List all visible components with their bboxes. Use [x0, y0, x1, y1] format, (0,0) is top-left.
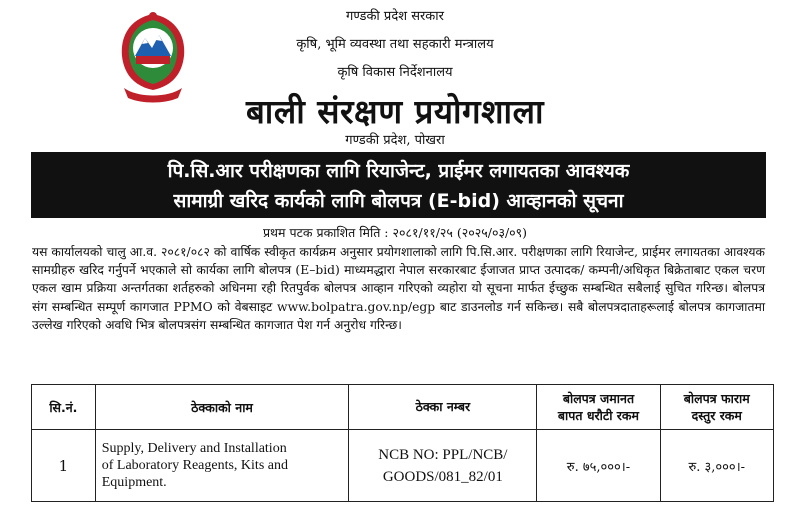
header-location: गण्डकी प्रदेश, पोखरा — [345, 133, 445, 148]
header-line-1: गण्डकी प्रदेश सरकार — [346, 9, 444, 24]
row-contract-no — [349, 430, 537, 502]
notice-title-line-1: पि.सि.आर परीक्षणका लागि रियाजेन्ट, प्राईमर लगायतका आवश्यक — [167, 160, 630, 182]
header-form-fee-line-1: बोलपत्र फाराम — [683, 391, 750, 406]
row-contract-no-line-1: NCB NO: PPL/NCB/ — [378, 446, 508, 463]
header-form-fee — [660, 385, 774, 430]
row-contract-name-line-3: Equipment. — [101, 475, 167, 490]
header-form-fee-line-2: दस्तुर रकम — [691, 408, 742, 423]
header-line-2: कृषि, भूमि व्यवस्था तथा सहकारी मन्त्रालय — [296, 37, 494, 52]
header-contract-no: ठेक्का नम्बर — [349, 385, 537, 430]
row-contract-no-line-2: GOODS/081_82/01 — [382, 468, 503, 485]
row-form-fee: रु. ३,०००।- — [660, 430, 774, 502]
header-bid-security — [537, 385, 660, 430]
row-contract-name-line-1: Supply, Delivery and Installation — [101, 441, 287, 456]
header-bid-security-line-1: बोलपत्र जमानत — [562, 391, 635, 406]
row-contract-name-line-2: of Laboratory Reagents, Kits and — [101, 458, 288, 473]
header-line-3: कृषि विकास निर्देशनालय — [337, 65, 453, 80]
header-bid-security-line-2: बापत धरौटी रकम — [557, 408, 639, 423]
publish-date: प्रथम पटक प्रकाशित मिति : २०८१/११/२५ (२०२५/०३/०९) — [262, 225, 528, 240]
notice-title-banner — [31, 152, 766, 218]
header-contract-name: ठेक्काको नाम — [95, 385, 349, 430]
notice-body: यस कार्यालयको चालु आ.व. २०८१/०८२ को वार्षिक स्वीकृत कार्यक्रम अनुसार प्रयोगशालाको लागि पि.सि.आर. परीक्षणका लागि रियाजेन्ट, प्राईमर लगायतका आवश्यक सामग्रीहरु खरिद गर्नुपर्ने भएकाले सो कार्यका लागि बोलपत्र (E–bid) माध्यमद्धारा नेपाल सरकारबाट ईजाजत प्राप्त उत्पादक/ कम्पनी/अधिकृत बिक्रेताबाट एकल चरण एकल खाम प्रक्रिया अन्तर्गतका शर्तहरुको अधिनमा रही रितपुर्वक बोलपत्र आव्हान गरिएको व्यहोरा यो सूचना मार्फत ईच्छुक सम्बन्धित सबैलाई सुचित गरिन्छ। बोलपत्र संग सम्बन्धित सम्पूर्ण कागजात PPMO को वेबसाइट www.bolpatra.gov.np/egp बाट डाउनलोड गर्न सकिन्छ। सबै बोलपत्रदाताहरूलाई बोलपत्र कागजातमा उल्लेख गरिएको अवधि भित्र बोलपत्रसंग सम्बन्धित कागजात पेश गर्न अनुरोध गरिन्छ। — [32, 245, 765, 332]
row-sn: 1 — [32, 430, 96, 502]
row-contract-name — [95, 430, 349, 502]
notice-title-line-2: सामाग्री खरिद कार्यको लागि बोलपत्र (E-bid) आव्हानको सूचना — [173, 190, 624, 212]
row-bid-security: रु. ७५,०००।- — [537, 430, 660, 502]
header-sn: सि.नं. — [32, 385, 96, 430]
office-title: बाली संरक्षण प्रयोगशाला — [245, 92, 545, 131]
tender-table — [31, 384, 774, 502]
table-row — [32, 430, 774, 502]
table-header-row — [32, 385, 774, 430]
